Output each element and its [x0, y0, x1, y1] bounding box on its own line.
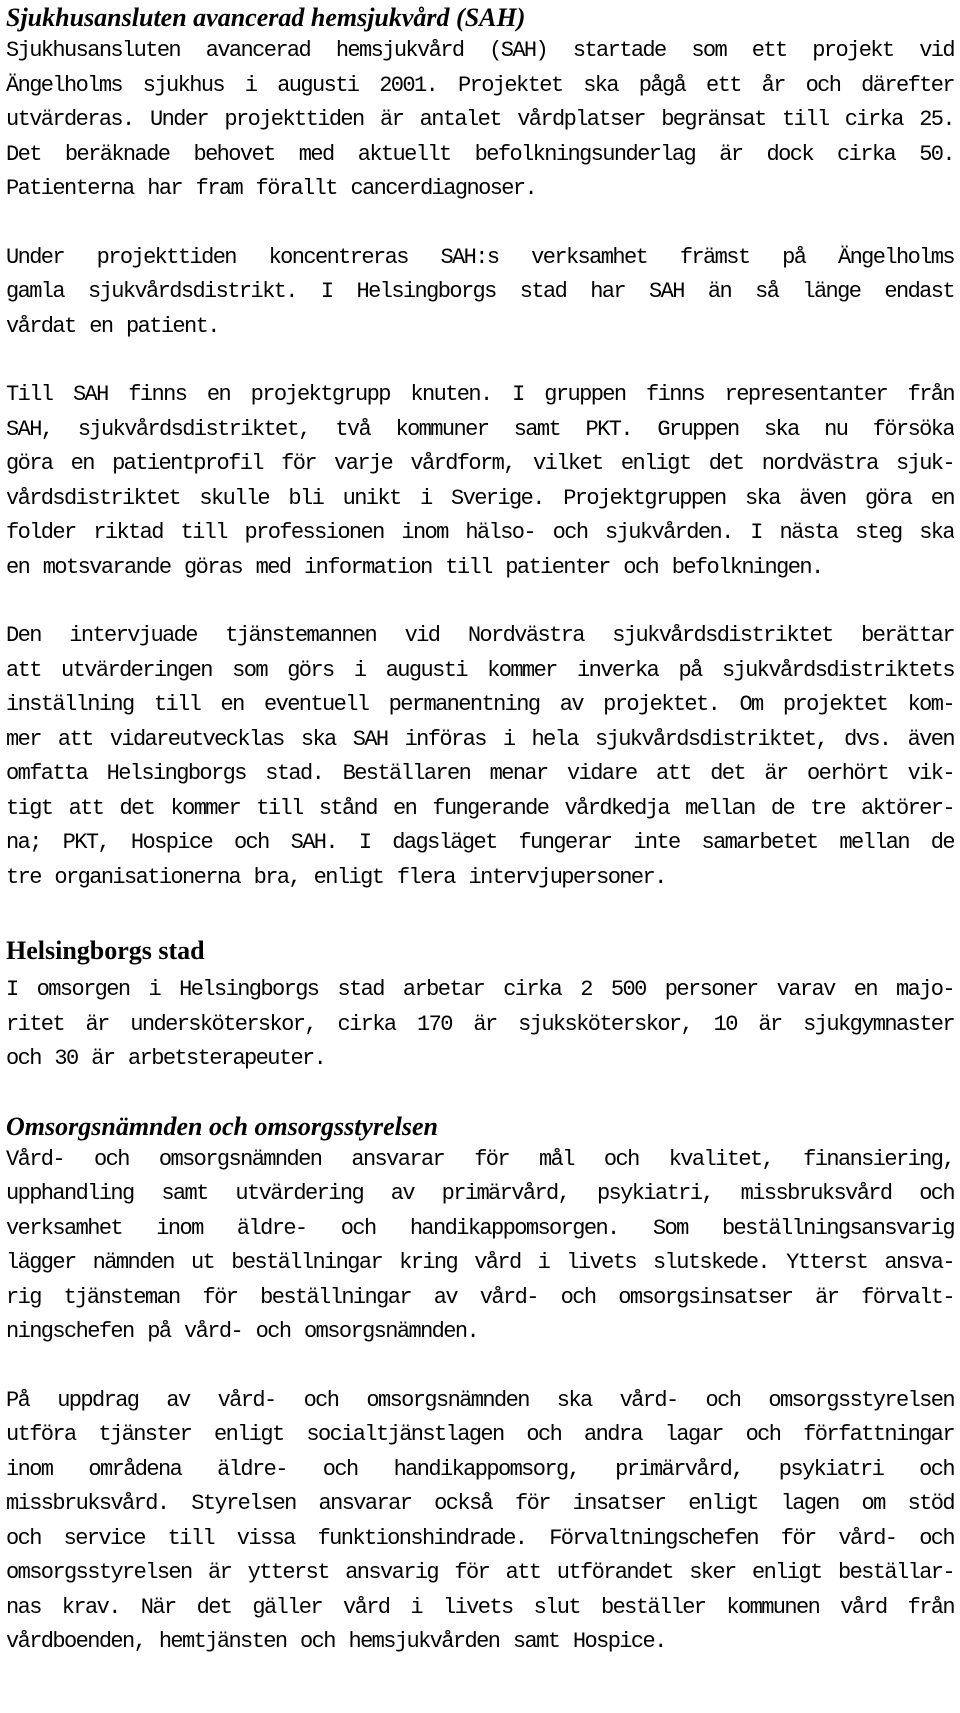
text-line: Det beräknade behovet med aktuellt befolkningsunderlag är dock cirka 50. [6, 141, 954, 167]
text-line: tre organisationerna bra, enligt flera intervjupersoner. [6, 864, 666, 890]
text-line: vårdat en patient. [6, 313, 219, 339]
paragraph-sah-projectgroup [6, 378, 954, 585]
text-line: omsorgsstyrelsen är ytterst ansvarig för att utförandet sker enligt beställar- [6, 1560, 954, 1585]
text-line: Till SAH finns en projektgrupp knuten. I gruppen finns representanter från [6, 382, 954, 407]
text-line: Den intervjuade tjänstemannen vid Nordvästra sjukvårdsdistriktet berättar [6, 623, 954, 648]
text-line: utföra tjänster enligt socialtjänstlagen och andra lagar och författningar [6, 1422, 954, 1447]
text-line: Patienterna har fram förallt cancerdiagnoser. [6, 176, 537, 201]
text-line: Under projekttiden koncentreras SAH:s verksamhet främst på Ängelholms [6, 244, 954, 270]
text-line: mer att vidareutvecklas ska SAH införas i hela sjukvårdsdistriktet, dvs. även [6, 726, 954, 752]
text-line: tigt att det kommer till stånd en fungerande vårdkedja mellan de tre aktörer- [6, 795, 954, 821]
text-line: På uppdrag av vård- och omsorgsnämnden ska vård- och omsorgsstyrelsen [6, 1387, 954, 1413]
paragraph-omsorg-nämnden [6, 1143, 954, 1350]
text-line: gamla sjukvårdsdistrikt. I Helsingborgs stad har SAH än så länge endast [6, 279, 954, 304]
text-line: vårdsdistriktet skulle bli unikt i Sverige. Projektgruppen ska även göra en [6, 485, 954, 511]
text-line: och service till vissa funktionshindrade. Förvaltningschefen för vård- och [6, 1525, 954, 1551]
document-page [6, 0, 954, 1660]
text-line: nas krav. När det gäller vård i livets slut beställer kommunen vård från [6, 1594, 954, 1620]
paragraph-helsingborg-staff [6, 973, 954, 1077]
section-heading-sah: Sjukhusansluten avancerad hemsjukvård (SAH) [6, 3, 526, 32]
text-line: att utvärderingen som görs i augusti kommer inverka på sjukvårdsdistriktets [6, 657, 954, 683]
section-heading-omsorg: Omsorgsnämnden och omsorgsstyrelsen [6, 1111, 438, 1141]
paragraph-sah-intro [6, 34, 954, 207]
text-line: inom områdena äldre- och handikappomsorg, primärvård, psykiatri och [6, 1456, 954, 1482]
text-line: Ängelholms sjukhus i augusti 2001. Projektet ska pågå ett år och därefter [6, 72, 954, 98]
text-line: upphandling samt utvärdering av primärvård, psykiatri, missbruksvård och [6, 1181, 954, 1206]
text-line: Sjukhusansluten avancerad hemsjukvård (SAH) startade som ett projekt vid [6, 38, 954, 63]
text-line: folder riktad till professionen inom hälso- och sjukvården. I nästa steg ska [6, 520, 954, 545]
text-line: vårdboenden, hemtjänsten och hemsjukvården samt Hospice. [6, 1629, 666, 1654]
text-line: missbruksvård. Styrelsen ansvarar också för insatser enligt lagen om stöd [6, 1491, 954, 1516]
text-line: göra en patientprofil för varje vårdform, vilket enligt det nordvästra sjuk- [6, 451, 954, 476]
text-line: ritet är undersköterskor, cirka 170 är sjuksköterskor, 10 är sjukgymnaster [6, 1011, 954, 1037]
text-line: I omsorgen i Helsingborgs stad arbetar cirka 2 500 personer varav en majo- [6, 977, 954, 1002]
text-line: verksamhet inom äldre- och handikappomsorgen. Som beställningsansvarig [6, 1215, 954, 1241]
text-line: rig tjänsteman för beställningar av vård- och omsorgsinsatser är förvalt- [6, 1284, 954, 1310]
text-line: omfatta Helsingborgs stad. Beställaren menar vidare att det är oerhört vik- [6, 761, 954, 786]
text-line: SAH, sjukvårdsdistriktet, två kommuner samt PKT. Gruppen ska nu försöka [6, 416, 954, 442]
text-line: utvärderas. Under projekttiden är antalet vårdplatser begränsat till cirka 25. [6, 107, 954, 132]
text-line: Vård- och omsorgsnämnden ansvarar för mål och kvalitet, finansiering, [6, 1146, 954, 1172]
text-line: lägger nämnden ut beställningar kring vård i livets slutskede. Ytterst ansva- [6, 1250, 954, 1275]
paragraph-sah-focus [6, 241, 954, 345]
paragraph-sah-interview [6, 619, 954, 895]
text-line: ningschefen på vård- och omsorgsnämnden. [6, 1319, 479, 1344]
text-line: och 30 är arbetsterapeuter. [6, 1046, 326, 1071]
text-line: inställning till en eventuell permanentning av projektet. Om projektet kom- [6, 692, 954, 717]
paragraph-omsorg-styrelsen [6, 1384, 954, 1660]
text-line: en motsvarande göras med information till patienter och befolkningen. [6, 554, 823, 580]
section-heading-helsingborg: Helsingborgs stad [6, 936, 205, 965]
text-line: na; PKT, Hospice och SAH. I dagsläget fungerar inte samarbetet mellan de [6, 830, 954, 855]
